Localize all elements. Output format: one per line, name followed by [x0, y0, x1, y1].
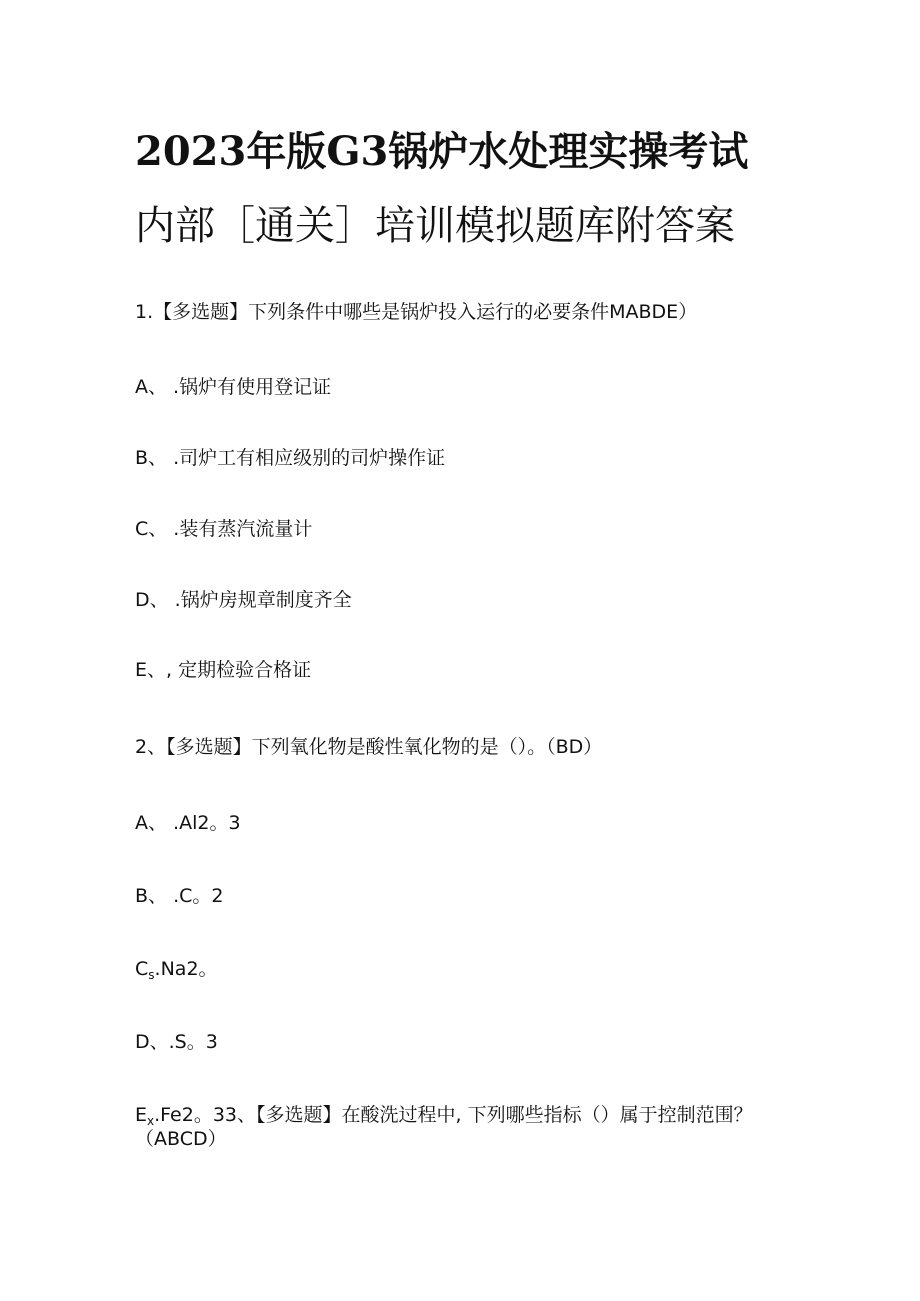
document-title-line-2: 内部［通关］培训模拟题库附答案	[135, 203, 735, 249]
document-title-line-1: 2023年版G3锅炉水处理实操考试	[135, 128, 749, 175]
option-e-subscript: x	[147, 1114, 155, 1128]
question-1-option-e: E、, 定期检验合格证	[135, 659, 312, 681]
option-c-letter: C	[135, 958, 149, 980]
question-1-option-d: D、 .锅炉房规章制度齐全	[135, 589, 352, 611]
question-2-option-d: D、.S。3	[135, 1031, 218, 1053]
question-2-option-a: A、 .Al2。3	[135, 812, 241, 834]
question-1-stem: 1.【多选题】下列条件中哪些是锅炉投入运行的必要条件MABDE）	[135, 301, 698, 323]
question-1-option-a: A、 .锅炉有使用登记证	[135, 376, 332, 398]
option-e-letter: E	[135, 1104, 148, 1126]
option-e-text: .Fe2。33、【多选题】在酸洗过程中, 下列哪些指标（）属于控制范围？（ABCD）	[135, 1104, 753, 1150]
question-1-option-c: C、 .装有蒸汽流量计	[135, 518, 313, 540]
option-c-subscript: s	[148, 968, 155, 982]
question-2-option-b: B、 .C。2	[135, 885, 224, 907]
question-1-option-b: B、 .司炉工有相应级别的司炉操作证	[135, 447, 446, 469]
question-2-option-c	[135, 957, 785, 981]
question-2-option-e-and-question-3	[135, 1103, 785, 1151]
question-2-stem: 2、【多选题】下列氧化物是酸性氧化物的是（）。（BD）	[135, 736, 603, 758]
option-c-text: .Na2。	[154, 958, 218, 980]
